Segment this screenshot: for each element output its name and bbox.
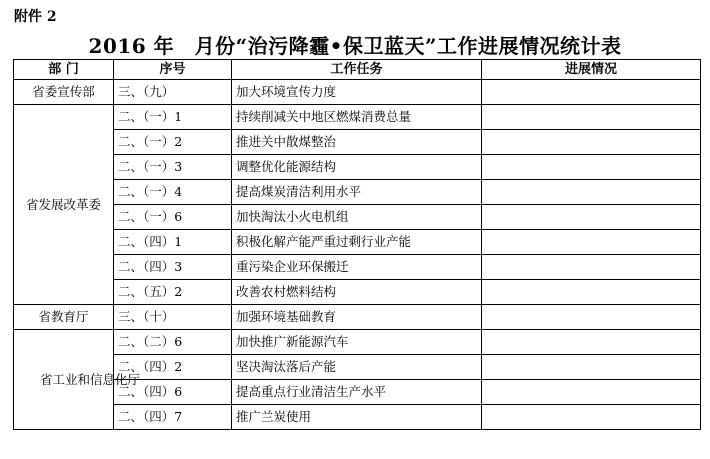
table-row — [14, 280, 701, 305]
task-cell: 改善农村燃料结构 — [232, 280, 482, 305]
progress-cell[interactable] — [482, 280, 701, 305]
task-cell: 加快淘汰小火电机组 — [232, 205, 482, 230]
task-cell: 加强环境基础教育 — [232, 305, 482, 330]
table-row — [14, 105, 701, 130]
table-row — [14, 255, 701, 280]
sequence-cell: 二、（一）1 — [114, 105, 232, 130]
table-row — [14, 330, 701, 355]
header-department: 部 门 — [14, 60, 114, 80]
table-row — [14, 80, 701, 105]
attachment-label: 附件 2 — [14, 9, 57, 25]
sequence-cell: 二、（一）4 — [114, 180, 232, 205]
sequence-cell: 二、（四）6 — [114, 380, 232, 405]
sequence-cell: 二、（五）2 — [114, 280, 232, 305]
department-cell: 省工业和信息化厅 — [14, 330, 114, 430]
task-cell: 推广兰炭使用 — [232, 405, 482, 430]
progress-cell[interactable] — [482, 180, 701, 205]
progress-cell[interactable] — [482, 105, 701, 130]
header-task: 工作任务 — [232, 60, 482, 80]
header-progress: 进展情况 — [482, 60, 701, 80]
table-row — [14, 205, 701, 230]
progress-cell[interactable] — [482, 205, 701, 230]
progress-cell[interactable] — [482, 80, 701, 105]
progress-cell[interactable] — [482, 355, 701, 380]
progress-cell[interactable] — [482, 330, 701, 355]
progress-cell[interactable] — [482, 155, 701, 180]
progress-cell[interactable] — [482, 255, 701, 280]
table-row — [14, 155, 701, 180]
table-header-row — [14, 60, 701, 80]
department-cell: 省教育厅 — [14, 305, 114, 330]
sequence-cell: 二、（一）3 — [114, 155, 232, 180]
table-row — [14, 180, 701, 205]
sequence-cell: 三、（九） — [114, 80, 232, 105]
task-cell: 提高煤炭清洁利用水平 — [232, 180, 482, 205]
progress-statistics-table — [13, 59, 701, 430]
sequence-cell: 二、（四）3 — [114, 255, 232, 280]
task-cell: 积极化解产能严重过剩行业产能 — [232, 230, 482, 255]
task-cell: 加大环境宣传力度 — [232, 80, 482, 105]
sequence-cell: 二、（四）7 — [114, 405, 232, 430]
progress-cell[interactable] — [482, 305, 701, 330]
table-row — [14, 230, 701, 255]
progress-cell[interactable] — [482, 130, 701, 155]
sequence-cell: 二、（四）1 — [114, 230, 232, 255]
table-row — [14, 130, 701, 155]
sequence-cell: 二、（一）2 — [114, 130, 232, 155]
table-row — [14, 405, 701, 430]
header-sequence: 序号 — [114, 60, 232, 80]
sequence-cell: 二、（一）6 — [114, 205, 232, 230]
department-cell: 省委宣传部 — [14, 80, 114, 105]
progress-cell[interactable] — [482, 380, 701, 405]
task-cell: 重污染企业环保搬迁 — [232, 255, 482, 280]
sequence-cell: 二、（二）6 — [114, 330, 232, 355]
table-row — [14, 305, 701, 330]
task-cell: 坚决淘汰落后产能 — [232, 355, 482, 380]
task-cell: 调整优化能源结构 — [232, 155, 482, 180]
task-cell: 加快推广新能源汽车 — [232, 330, 482, 355]
progress-cell[interactable] — [482, 230, 701, 255]
task-cell: 提高重点行业清洁生产水平 — [232, 380, 482, 405]
table-body — [14, 80, 701, 430]
sequence-cell: 二、（四）2 — [114, 355, 232, 380]
sequence-cell: 三、（十） — [114, 305, 232, 330]
department-cell: 省发展改革委 — [14, 105, 114, 305]
document-title: 2016 年 月份“治污降霾•保卫蓝天”工作进展情况统计表 — [88, 34, 622, 58]
progress-cell[interactable] — [482, 405, 701, 430]
task-cell: 持续削减关中地区燃煤消费总量 — [232, 105, 482, 130]
task-cell: 推进关中散煤整治 — [232, 130, 482, 155]
